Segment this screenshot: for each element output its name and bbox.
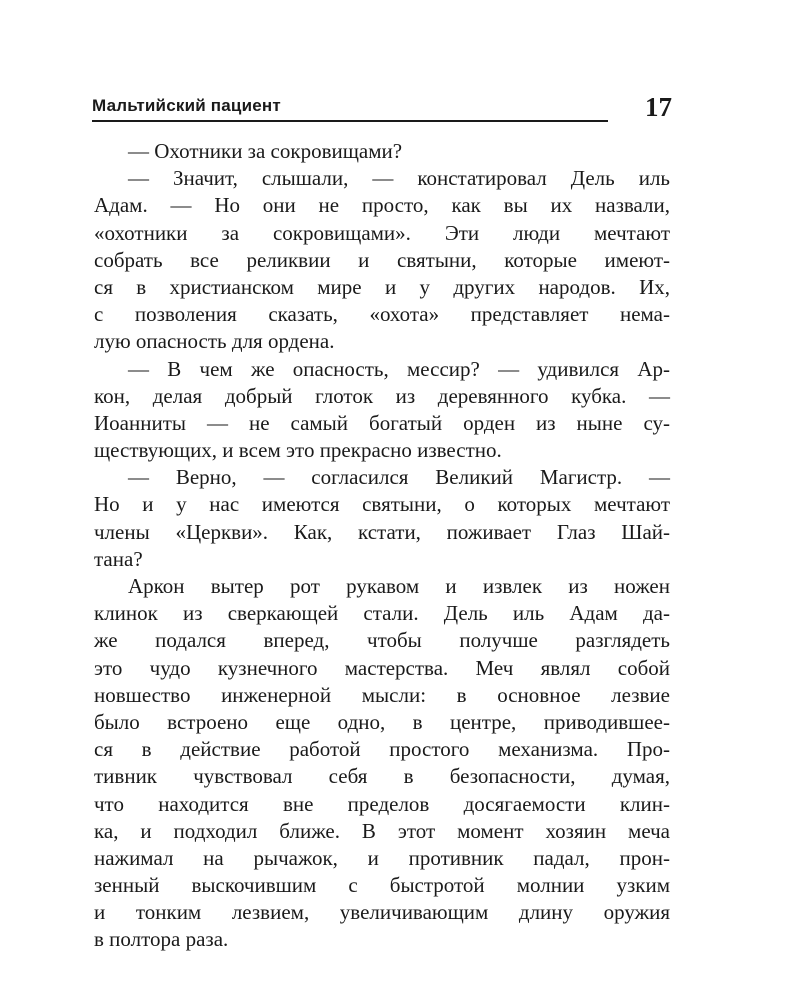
paragraph bbox=[94, 464, 670, 573]
text-line: ществующих, и всем это прекрасно известно. bbox=[94, 438, 502, 463]
text-line: новшество инженерной мысли: в основное лезвие bbox=[94, 682, 670, 707]
text-line: с позволения сказать, «охота» представляет нема- bbox=[94, 302, 670, 327]
text-line: нажимал на рычажок, и противник падал, прон- bbox=[94, 845, 670, 870]
paragraph bbox=[94, 356, 670, 465]
text-line: — Охотники за сокровищами? bbox=[128, 139, 403, 163]
text-line: Аркон вытер рот рукавом и извлек из ножен bbox=[128, 574, 670, 598]
text-line: — Значит, слышали, — констатировал Дель иль bbox=[128, 166, 670, 191]
text-line: же подался вперед, чтобы получше разглядеть bbox=[94, 628, 670, 653]
header-rule bbox=[92, 120, 608, 122]
text-line: зенный выскочившим с быстротой молнии узким bbox=[94, 873, 670, 898]
text-line: кон, делая добрый глоток из деревянного кубка. — bbox=[94, 383, 670, 408]
text-line: что находится вне пределов досягаемости клин- bbox=[94, 791, 670, 816]
text-line: Адам. — Но они не просто, как вы их назвали, bbox=[94, 193, 670, 218]
text-line: Иоанниты — не самый богатый орден из ныне су- bbox=[94, 410, 670, 435]
text-line: клинок из сверкающей стали. Дель иль Адам да- bbox=[94, 601, 670, 626]
paragraph bbox=[94, 573, 670, 954]
text-line: — В чем же опасность, мессир? — удивился Ар- bbox=[128, 356, 670, 381]
text-line: Но и у нас имеются святыни, о которых мечтают bbox=[94, 492, 670, 517]
paragraph bbox=[94, 138, 670, 165]
text-line: члены «Церкви». Как, кстати, поживает Глаз Шай- bbox=[94, 519, 670, 544]
text-line: собрать все реликвии и святыни, которые имеют- bbox=[94, 247, 670, 272]
text-line: и тонким лезвием, увеличивающим длину оружия bbox=[94, 900, 670, 925]
text-line: ся в христианском мире и у других народов. Их, bbox=[94, 274, 670, 299]
running-title: Мальтийский пациент bbox=[92, 96, 281, 115]
page-number: 17 bbox=[645, 92, 672, 122]
text-line: ка, и подходил ближе. В этот момент хозяин меча bbox=[94, 818, 670, 843]
text-line: это чудо кузнечного мастерства. Меч являл собой bbox=[94, 655, 670, 680]
text-line: ся в действие работой простого механизма. Про- bbox=[94, 737, 670, 762]
text-line: тана? bbox=[94, 546, 143, 571]
paragraph bbox=[94, 165, 670, 355]
text-line: в полтора раза. bbox=[94, 927, 229, 952]
text-line: — Верно, — согласился Великий Магистр. — bbox=[128, 465, 670, 490]
text-line: было встроено еще одно, в центре, приводившее- bbox=[94, 709, 670, 734]
body-text bbox=[94, 138, 670, 954]
text-line: лую опасность для ордена. bbox=[94, 329, 335, 354]
text-line: «охотники за сокровищами». Эти люди мечтают bbox=[94, 220, 670, 245]
text-line: тивник чувствовал себя в безопасности, думая, bbox=[94, 764, 670, 789]
